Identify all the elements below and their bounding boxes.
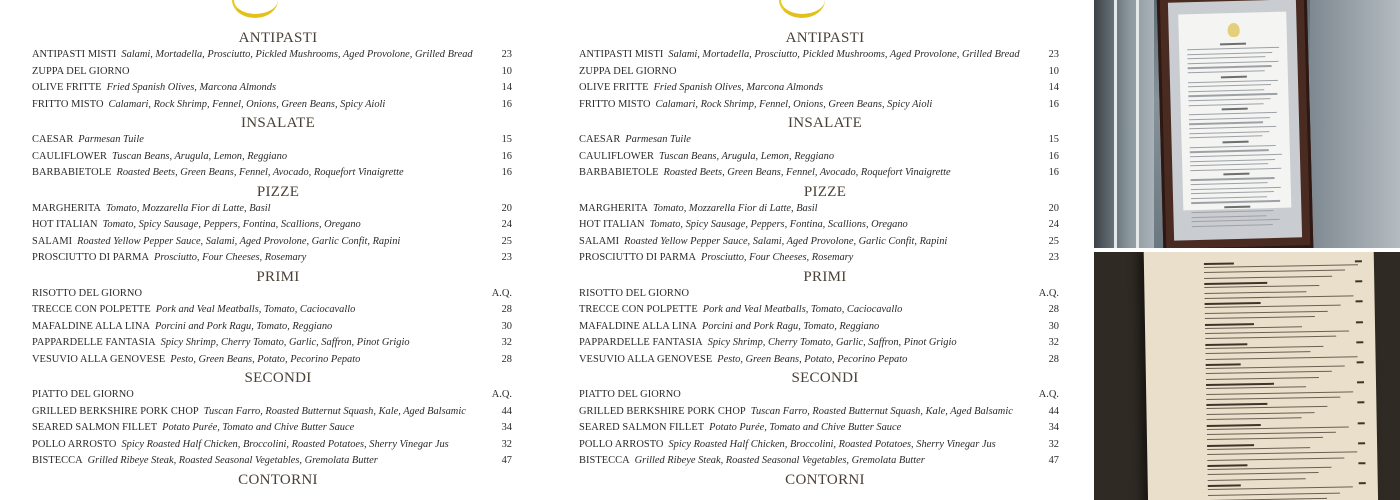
item-name: VESUVIO ALLA GENOVESE: [32, 353, 166, 365]
item-name: BARBABIETOLE: [32, 167, 112, 178]
menu-item: [32, 165, 512, 182]
item-price: 28: [1048, 353, 1059, 365]
menu-item: [579, 201, 1059, 218]
item-name: MAFALDINE ALLA LINA: [32, 320, 150, 332]
menu-item: [32, 234, 512, 251]
item-price: 23: [501, 252, 512, 263]
item-name: TRECCE CON POLPETTE: [32, 304, 151, 315]
item-price: 44: [501, 405, 512, 417]
section-title: PRIMI: [803, 268, 847, 285]
menu-item: [32, 453, 512, 470]
section-title: INSALATE: [787, 115, 863, 131]
item-description: Salami, Mortadella, Prosciutto, Pickled Mushrooms, Aged Provolone, Grilled Bread: [668, 49, 1020, 60]
menu-item: [32, 201, 512, 218]
item-description: Potato Purée, Tomato and Chive Butter Sauce: [709, 422, 902, 433]
item-name: POLLO ARROSTO: [579, 438, 664, 450]
section-title: CONTORNI: [785, 471, 865, 488]
framed-menu-sheet: [1178, 12, 1291, 211]
item-name: MARGHERITA: [579, 202, 648, 214]
item-price: 30: [1048, 320, 1059, 332]
item-price: 44: [1048, 405, 1059, 417]
item-name: CAESAR: [32, 134, 74, 145]
menu-item: [579, 286, 1059, 303]
item-name: FRITTO MISTO: [32, 98, 104, 110]
item-price: 34: [501, 422, 512, 433]
menu-item: [32, 302, 512, 319]
section-title: ANTIPASTI: [238, 30, 318, 46]
menu-item: [579, 420, 1059, 437]
picture-frame: [1157, 0, 1314, 248]
item-description: Spicy Roasted Half Chicken, Broccolini, Roasted Potatoes, Sherry Vinegar Jus: [121, 438, 449, 450]
item-name: RISOTTO DEL GIORNO: [32, 287, 142, 299]
menu-card: [1144, 252, 1379, 500]
item-description: Roasted Yellow Pepper Sauce, Salami, Aged Provolone, Garlic Confit, Rapini: [624, 235, 948, 247]
menu-item: [579, 149, 1059, 166]
menu-item: [579, 319, 1059, 336]
menu-item: [32, 217, 512, 234]
item-name: OLIVE FRITTE: [32, 82, 102, 93]
menu-item: [579, 387, 1059, 404]
section-title: ANTIPASTI: [785, 30, 865, 46]
item-name: PIATTO DEL GIORNO: [579, 389, 681, 400]
item-name: GRILLED BERKSHIRE PORK CHOP: [32, 405, 199, 417]
menu-panel-right: [547, 0, 1094, 500]
menu-section: [32, 184, 512, 267]
item-name: PAPPARDELLE FANTASIA: [32, 337, 156, 348]
item-price: 28: [501, 304, 512, 315]
item-description: Porcini and Pork Ragu, Tomato, Reggiano: [701, 320, 880, 332]
item-price: 15: [1048, 134, 1059, 145]
item-description: Tuscan Beans, Arugula, Lemon, Reggiano: [112, 150, 288, 162]
item-price: 30: [501, 320, 512, 332]
menu-section: [579, 472, 1059, 489]
item-name: CAESAR: [579, 134, 621, 145]
item-name: PIATTO DEL GIORNO: [32, 389, 134, 400]
item-price: 25: [1048, 235, 1059, 247]
item-description: Spicy Shrimp, Cherry Tomato, Garlic, Saffron, Pinot Grigio: [707, 337, 957, 348]
item-price: 16: [501, 150, 512, 162]
item-name: ZUPPA DEL GIORNO: [32, 65, 130, 77]
menu-item: [32, 404, 512, 421]
restaurant-logo: [779, 0, 825, 18]
menu-item: [32, 420, 512, 437]
item-price: 16: [501, 98, 512, 110]
menu-item: [579, 302, 1059, 319]
item-price: A.Q.: [1038, 287, 1059, 299]
section-title: SECONDI: [791, 370, 859, 386]
section-title: SECONDI: [244, 370, 312, 386]
item-price: 23: [1048, 252, 1059, 263]
menu-item: [32, 80, 512, 97]
menu-item: [579, 437, 1059, 454]
item-description: Salami, Mortadella, Prosciutto, Pickled Mushrooms, Aged Provolone, Grilled Bread: [121, 49, 473, 60]
item-description: Pesto, Green Beans, Potato, Pecorino Pepato: [717, 353, 908, 365]
item-price: 24: [501, 219, 512, 230]
menu-section: [579, 184, 1059, 267]
item-description: Calamari, Rock Shrimp, Fennel, Onions, Green Beans, Spicy Aioli: [108, 98, 386, 110]
item-name: SEARED SALMON FILLET: [579, 422, 705, 433]
item-price: 20: [501, 202, 512, 214]
menu-body: [32, 30, 512, 491]
item-name: HOT ITALIAN: [579, 219, 645, 230]
item-name: RISOTTO DEL GIORNO: [579, 287, 689, 299]
menu-item: [579, 80, 1059, 97]
item-price: A.Q.: [491, 389, 512, 400]
item-description: Calamari, Rock Shrimp, Fennel, Onions, Green Beans, Spicy Aioli: [655, 98, 933, 110]
item-description: Porcini and Pork Ragu, Tomato, Reggiano: [154, 320, 333, 332]
menu-item: [579, 352, 1059, 369]
framed-menu-photo: [1094, 0, 1400, 248]
menu-item: [32, 319, 512, 336]
menu-item: [32, 64, 512, 81]
item-price: 10: [1048, 65, 1059, 77]
item-name: PROSCIUTTO DI PARMA: [32, 252, 150, 263]
item-name: SEARED SALMON FILLET: [32, 422, 158, 433]
menu-item: [579, 250, 1059, 267]
item-description: Prosciutto, Four Cheeses, Rosemary: [701, 252, 854, 263]
menu-item: [579, 64, 1059, 81]
item-description: Pork and Veal Meatballs, Tomato, Caciocavallo: [702, 304, 903, 315]
item-description: Fried Spanish Olives, Marcona Almonds: [106, 82, 276, 93]
section-title: PIZZE: [803, 183, 847, 200]
item-price: 28: [501, 353, 512, 365]
menu-item: [32, 250, 512, 267]
item-description: Roasted Beets, Green Beans, Fennel, Avocado, Roquefort Vinaigrette: [116, 167, 404, 178]
menu-item: [32, 97, 512, 114]
menu-item: [579, 453, 1059, 470]
item-description: Spicy Shrimp, Cherry Tomato, Garlic, Saffron, Pinot Grigio: [160, 337, 410, 348]
item-price: 16: [1048, 98, 1059, 110]
menu-section: [32, 269, 512, 369]
menu-section: [32, 472, 512, 489]
item-name: BISTECCA: [32, 455, 83, 466]
item-price: 28: [1048, 304, 1059, 315]
section-title: PRIMI: [256, 268, 300, 285]
item-name: CAULIFLOWER: [579, 150, 655, 162]
item-description: Tomato, Mozzarella Fior di Latte, Basil: [652, 202, 818, 214]
item-name: PROSCIUTTO DI PARMA: [579, 252, 697, 263]
menu-section: [32, 30, 512, 113]
item-price: 47: [1048, 455, 1059, 466]
item-name: VESUVIO ALLA GENOVESE: [579, 353, 713, 365]
item-name: BISTECCA: [579, 455, 630, 466]
item-name: CAULIFLOWER: [32, 150, 108, 162]
item-description: Pesto, Green Beans, Potato, Pecorino Pepato: [170, 353, 361, 365]
item-name: PAPPARDELLE FANTASIA: [579, 337, 703, 348]
item-description: Grilled Ribeye Steak, Roasted Seasonal Vegetables, Gremolata Butter: [87, 455, 378, 466]
item-name: SALAMI: [32, 235, 73, 247]
item-name: ANTIPASTI MISTI: [32, 49, 117, 60]
item-price: 32: [1048, 438, 1059, 450]
menu-section: [579, 370, 1059, 470]
menu-item: [32, 149, 512, 166]
item-price: A.Q.: [1038, 389, 1059, 400]
item-name: HOT ITALIAN: [32, 219, 98, 230]
menu-panel-left: [0, 0, 547, 500]
item-name: MARGHERITA: [32, 202, 101, 214]
menu-item: [32, 437, 512, 454]
menu-item: [32, 387, 512, 404]
item-description: Parmesan Tuile: [78, 134, 144, 145]
item-price: 16: [501, 167, 512, 178]
item-price: 10: [501, 65, 512, 77]
item-price: 20: [1048, 202, 1059, 214]
item-name: ANTIPASTI MISTI: [579, 49, 664, 60]
item-name: ZUPPA DEL GIORNO: [579, 65, 677, 77]
item-description: Prosciutto, Four Cheeses, Rosemary: [154, 252, 307, 263]
menu-item: [579, 217, 1059, 234]
item-price: 16: [1048, 150, 1059, 162]
item-description: Tomato, Spicy Sausage, Peppers, Fontina, Scallions, Oregano: [102, 219, 361, 230]
item-description: Roasted Yellow Pepper Sauce, Salami, Aged Provolone, Garlic Confit, Rapini: [77, 235, 401, 247]
menu-section: [579, 30, 1059, 113]
menu-item: [579, 165, 1059, 182]
menu-item: [579, 335, 1059, 352]
handheld-menu-photo: [1094, 252, 1400, 500]
item-name: SALAMI: [579, 235, 620, 247]
menu-item: [32, 47, 512, 64]
menu-item: [579, 47, 1059, 64]
item-price: 32: [501, 438, 512, 450]
menu-section: [32, 115, 512, 182]
item-description: Tuscan Beans, Arugula, Lemon, Reggiano: [659, 150, 835, 162]
item-price: 34: [1048, 422, 1059, 433]
item-price: 14: [501, 82, 512, 93]
menu-section: [32, 370, 512, 470]
item-price: 32: [501, 337, 512, 348]
item-price: A.Q.: [491, 287, 512, 299]
menu-item: [579, 404, 1059, 421]
item-description: Tuscan Farro, Roasted Butternut Squash, Kale, Aged Balsamic: [203, 405, 466, 417]
menu-body: [579, 30, 1059, 491]
item-description: Tomato, Spicy Sausage, Peppers, Fontina, Scallions, Oregano: [649, 219, 908, 230]
menu-item: [579, 234, 1059, 251]
item-name: FRITTO MISTO: [579, 98, 651, 110]
item-description: Grilled Ribeye Steak, Roasted Seasonal Vegetables, Gremolata Butter: [634, 455, 925, 466]
item-price: 16: [1048, 167, 1059, 178]
item-price: 14: [1048, 82, 1059, 93]
item-description: Potato Purée, Tomato and Chive Butter Sauce: [162, 422, 355, 433]
item-price: 15: [501, 134, 512, 145]
item-description: Tuscan Farro, Roasted Butternut Squash, Kale, Aged Balsamic: [750, 405, 1013, 417]
item-name: MAFALDINE ALLA LINA: [579, 320, 697, 332]
section-title: PIZZE: [256, 183, 300, 200]
item-name: OLIVE FRITTE: [579, 82, 649, 93]
item-price: 25: [501, 235, 512, 247]
window-light: [1094, 0, 1154, 248]
item-description: Tomato, Mozzarella Fior di Latte, Basil: [105, 202, 271, 214]
menu-section: [579, 115, 1059, 182]
item-name: POLLO ARROSTO: [32, 438, 117, 450]
menu-section: [579, 269, 1059, 369]
item-description: Fried Spanish Olives, Marcona Almonds: [653, 82, 823, 93]
menu-item: [32, 352, 512, 369]
item-name: GRILLED BERKSHIRE PORK CHOP: [579, 405, 746, 417]
menu-item: [579, 132, 1059, 149]
item-description: Spicy Roasted Half Chicken, Broccolini, Roasted Potatoes, Sherry Vinegar Jus: [668, 438, 996, 450]
item-price: 23: [501, 49, 512, 60]
item-description: Roasted Beets, Green Beans, Fennel, Avocado, Roquefort Vinaigrette: [663, 167, 951, 178]
menu-item: [32, 335, 512, 352]
item-name: TRECCE CON POLPETTE: [579, 304, 698, 315]
item-price: 24: [1048, 219, 1059, 230]
item-description: Parmesan Tuile: [625, 134, 691, 145]
menu-item: [32, 132, 512, 149]
section-title: INSALATE: [240, 115, 316, 131]
item-name: BARBABIETOLE: [579, 167, 659, 178]
item-description: Pork and Veal Meatballs, Tomato, Caciocavallo: [155, 304, 356, 315]
menu-item: [32, 286, 512, 303]
menu-item: [579, 97, 1059, 114]
wall-background: [1310, 0, 1400, 248]
section-title: CONTORNI: [238, 471, 318, 488]
restaurant-logo: [232, 0, 278, 18]
item-price: 23: [1048, 49, 1059, 60]
item-price: 32: [1048, 337, 1059, 348]
item-price: 47: [501, 455, 512, 466]
